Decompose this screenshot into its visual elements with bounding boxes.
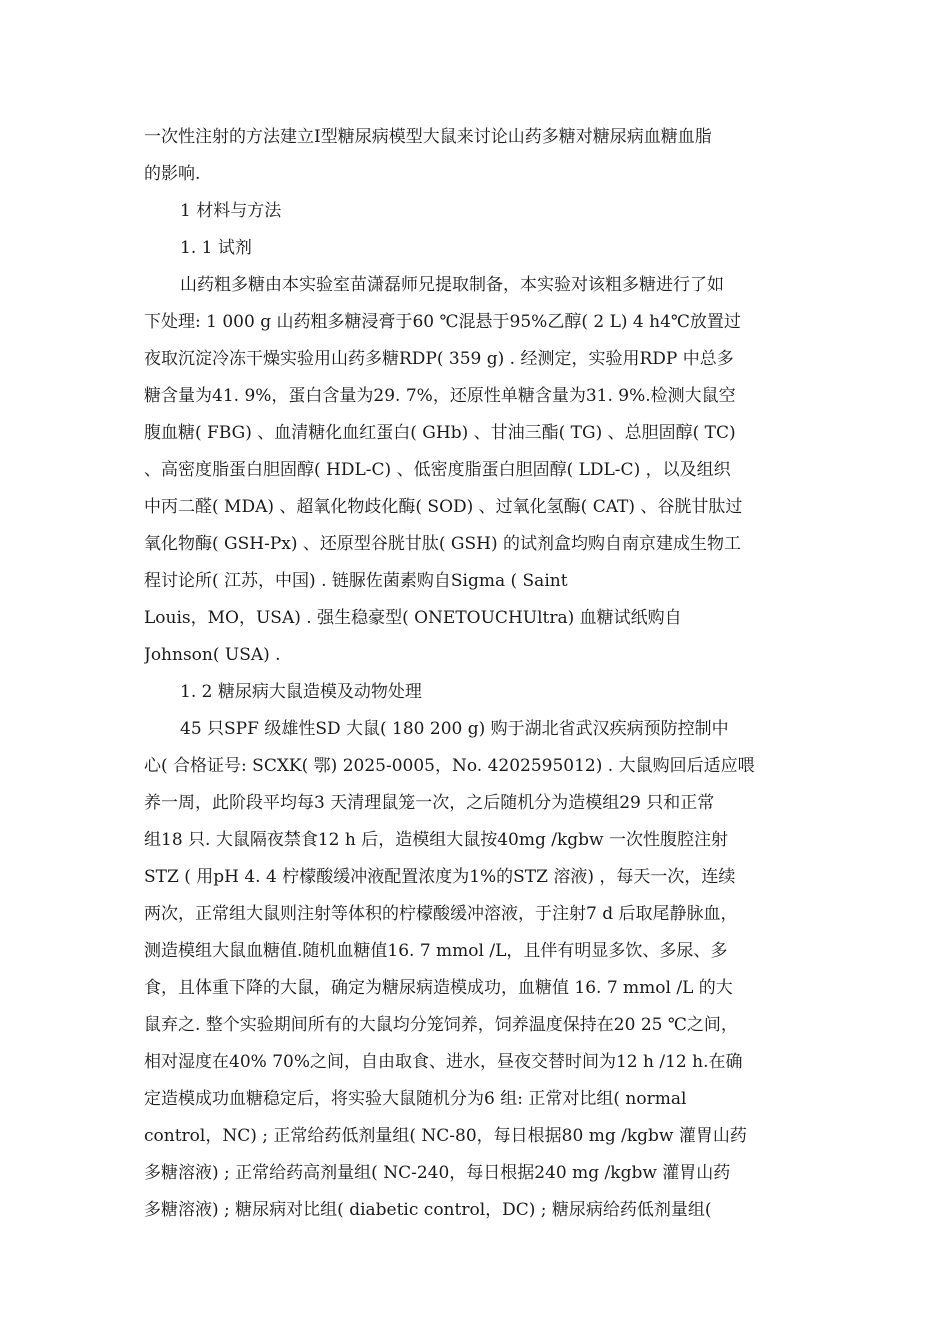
text-line: 食，且体重下降的大鼠，确定为糖尿病造模成功，血糖值 16. 7 mmol /L 的大	[144, 978, 733, 998]
text-line: STZ ( 用pH 4. 4 柠檬酸缓冲液配置浓度为1%的STZ 溶液) ，每天一次，连续	[144, 867, 736, 887]
text-line: 的影响.	[144, 164, 201, 184]
text-line: 多糖溶液) ; 糖尿病对比组( diabetic control，DC) ; 糖尿病给药低剂量组(	[144, 1200, 712, 1220]
text-line: 山药粗多糖由本实验室苗潇磊师兄提取制备，本实验对该粗多糖进行了如	[180, 275, 724, 295]
subsection-heading: 1. 1 试剂	[180, 238, 252, 258]
text-line: control，NC) ; 正常给药低剂量组( NC-80，每日根据80 mg /kgbw 灌胃山药	[144, 1126, 747, 1146]
text-line: 定造模成功血糖稳定后，将实验大鼠随机分为6 组: 正常对比组( normal	[144, 1089, 687, 1109]
text-line: Louis，MO，USA) . 强生稳豪型( ONETOUCHUltra) 血糖试纸购自	[144, 608, 682, 628]
text-line: 腹血糖( FBG) 、血清糖化血红蛋白( GHb) 、甘油三酯( TG) 、总胆固醇( TC)	[144, 423, 736, 443]
text-line: 糖含量为41. 9%，蛋白含量为29. 7%，还原性单糖含量为31. 9%.检测大鼠空	[144, 386, 736, 406]
text-line: 养一周，此阶段平均每3 天清理鼠笼一次，之后随机分为造模组29 只和正常	[144, 793, 715, 813]
text-line: 下处理: 1 000 g 山药粗多糖浸膏于60 ℃混悬于95%乙醇( 2 L) 4 h4℃放置过	[144, 312, 741, 332]
text-line: 组18 只. 大鼠隔夜禁食12 h 后，造模组大鼠按40mg /kgbw 一次性腹腔注射	[144, 830, 729, 850]
text-line: 两次，正常组大鼠则注射等体积的柠檬酸缓冲溶液，于注射7 d 后取尾静脉血，	[144, 904, 738, 924]
text-line: 夜取沉淀冷冻干燥实验用山药多糖RDP( 359 g) . 经测定，实验用RDP 中总多	[144, 349, 734, 369]
subsection-heading: 1. 2 糖尿病大鼠造模及动物处理	[180, 682, 422, 702]
text-line: 氧化物酶( GSH-Px) 、还原型谷胱甘肽( GSH) 的试剂盒均购自南京建成生物工	[144, 534, 742, 554]
text-line: 45 只SPF 级雄性SD 大鼠( 180 200 g) 购于湖北省武汉疾病预防控制中	[180, 719, 729, 739]
text-line: 相对湿度在40% 70%之间，自由取食、进水，昼夜交替时间为12 h /12 h.在确	[144, 1052, 743, 1072]
text-line: 一次性注射的方法建立Ⅰ型糖尿病模型大鼠来讨论山药多糖对糖尿病血糖血脂	[144, 127, 712, 147]
text-line: 多糖溶液) ; 正常给药高剂量组( NC-240，每日根据240 mg /kgbw 灌胃山药	[144, 1163, 731, 1183]
text-line: 鼠弃之. 整个实验期间所有的大鼠均分笼饲养，饲养温度保持在20 25 ℃之间，	[144, 1015, 738, 1035]
text-line: 测造模组大鼠血糖值.随机血糖值16. 7 mmol /L，且伴有明显多饮、多尿、多	[144, 941, 728, 961]
text-line: 心( 合格证号: SCXK( 鄂) 2025-0005，No. 4202595012) . 大鼠购回后适应喂	[144, 756, 755, 776]
text-line: 程讨论所( 江苏，中国) . 链脲佐菌素购自Sigma ( Saint	[144, 571, 568, 591]
text-line: 中丙二醛( MDA) 、超氧化物歧化酶( SOD) 、过氧化氢酶( CAT) 、谷胱甘肽过	[144, 497, 743, 517]
text-line: 、高密度脂蛋白胆固醇( HDL-C) 、低密度脂蛋白胆固醇( LDL-C) ，以及组织	[144, 460, 731, 480]
section-heading: 1 材料与方法	[180, 201, 282, 221]
text-line: Johnson( USA) .	[144, 645, 281, 665]
